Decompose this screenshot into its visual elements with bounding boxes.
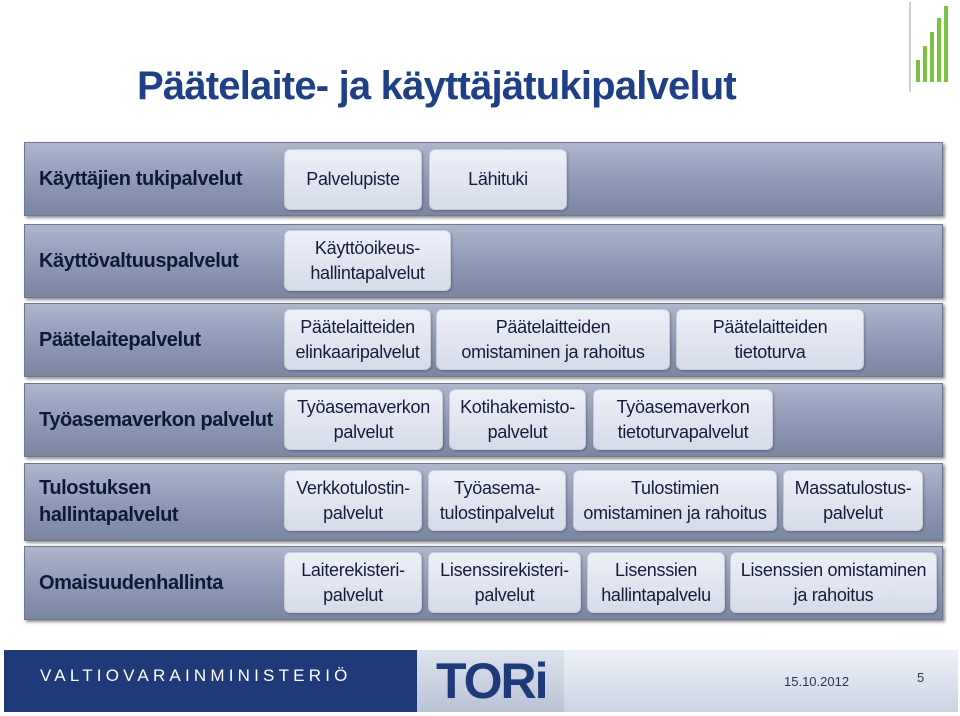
service-box-tyoasemaverkon-palvelut[interactable]: Työasemaverkon palvelut	[284, 389, 443, 450]
service-box-tyoasematulostinpalvelut[interactable]: Työasema- tulostinpalvelut	[428, 470, 566, 531]
service-box-kayttooikeushallinta[interactable]: Käyttöoikeus- hallintapalvelut	[284, 230, 451, 291]
service-box-omistaminen-rahoitus[interactable]: Päätelaitteiden omistaminen ja rahoitus	[436, 309, 670, 370]
service-box-laiterekisteripalvelut[interactable]: Laiterekisteri- palvelut	[284, 552, 422, 613]
footer-band	[4, 650, 958, 712]
row-label: Omaisuudenhallinta	[39, 571, 223, 594]
row-label: Käyttövaltuuspalvelut	[39, 249, 239, 272]
row-paatelaitepalvelut	[24, 303, 943, 377]
service-box-tulostimien-omistaminen[interactable]: Tulostimien omistaminen ja rahoitus	[573, 470, 777, 531]
row-tulostuksen-hallintapalvelut	[24, 463, 943, 541]
service-box-kotihakemistopalvelut[interactable]: Kotihakemisto- palvelut	[449, 389, 586, 450]
row-kayttajien-tukipalvelut	[24, 142, 943, 216]
date-panel	[564, 650, 958, 712]
row-label: Käyttäjien tukipalvelut	[39, 167, 243, 190]
service-box-elinkaaripalvelut[interactable]: Päätelaitteiden elinkaaripalvelut	[284, 309, 431, 370]
row-label: Työasemaverkon palvelut	[39, 408, 273, 431]
row-kayttovaltuuspalvelut	[24, 224, 943, 298]
service-box-tietoturvapalvelut[interactable]: Työasemaverkon tietoturvapalvelut	[593, 389, 773, 450]
row-tyoasemaverkon-palvelut	[24, 383, 943, 457]
slide-date: 15.10.2012	[784, 674, 850, 689]
row-omaisuudenhallinta	[24, 546, 943, 620]
row-label: Tulostuksen hallintapalvelut	[39, 477, 179, 526]
row-label: Päätelaitepalvelut	[39, 328, 201, 351]
page-title: Päätelaite- ja käyttäjätukipalvelut	[137, 64, 736, 108]
bar-chart-logo-icon	[908, 2, 958, 92]
service-box-palvelupiste[interactable]: Palvelupiste	[284, 149, 422, 210]
service-box-lisenssirekisteripalvelut[interactable]: Lisenssirekisteri- palvelut	[428, 552, 581, 613]
tori-logo-text: TORi	[436, 653, 547, 709]
slide-number: 5	[917, 670, 925, 685]
service-box-verkkotulostinpalvelut[interactable]: Verkkotulostin- palvelut	[284, 470, 422, 531]
service-box-massatulostuspalvelut[interactable]: Massatulostus- palvelut	[783, 470, 923, 531]
service-box-lisenssien-hallintapalvelu[interactable]: Lisenssien hallintapalvelu	[587, 552, 725, 613]
service-box-tietoturva[interactable]: Päätelaitteiden tietoturva	[676, 309, 864, 370]
service-box-lahituki[interactable]: Lähituki	[429, 149, 567, 210]
ministry-name: VALTIOVARAINMINISTERIÖ	[40, 666, 352, 685]
service-box-lisenssien-omistaminen[interactable]: Lisenssien omistaminen ja rahoitus	[730, 552, 937, 613]
